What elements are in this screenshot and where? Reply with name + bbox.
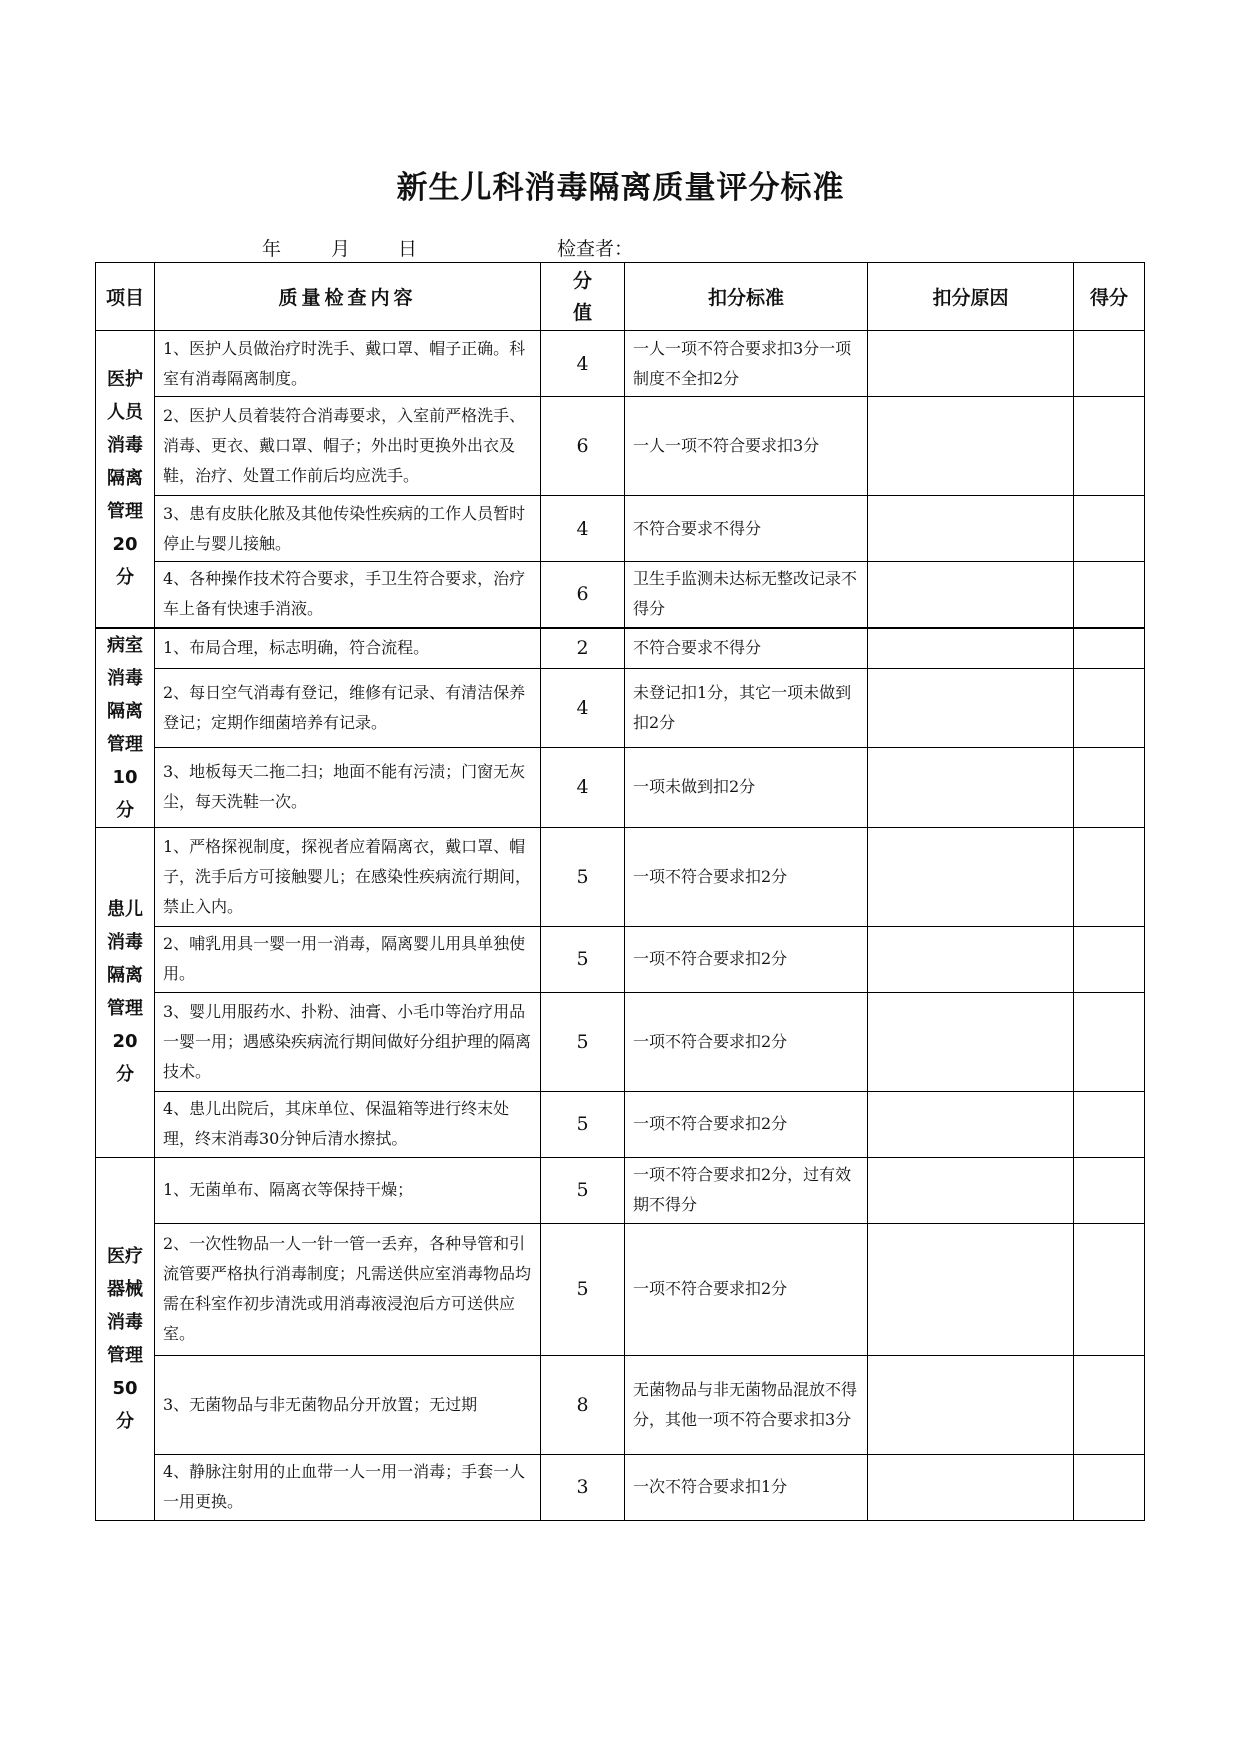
category-cell: 病室消毒隔离管理10分 <box>96 628 155 828</box>
inspector-label: 检查者： <box>557 238 634 260</box>
result-cell[interactable] <box>1074 1355 1145 1454</box>
reason-cell[interactable] <box>868 331 1074 397</box>
reason-cell[interactable] <box>868 1091 1074 1157</box>
result-cell[interactable] <box>1074 628 1145 669</box>
score-cell: 4 <box>541 496 625 562</box>
result-cell[interactable] <box>1074 992 1145 1091</box>
standard-cell: 一项不符合要求扣2分 <box>625 1223 868 1355</box>
standard-cell: 一项不符合要求扣2分 <box>625 926 868 992</box>
content-cell: 4、患儿出院后，其床单位、保温箱等进行终末处理，终末消毒30分钟后清水擦拭。 <box>155 1091 541 1157</box>
table-row <box>96 1157 1145 1223</box>
date-day-label: 日 <box>398 238 418 260</box>
score-cell: 8 <box>541 1355 625 1454</box>
score-cell: 5 <box>541 827 625 926</box>
reason-cell[interactable] <box>868 992 1074 1091</box>
reason-cell[interactable] <box>868 926 1074 992</box>
result-cell[interactable] <box>1074 1157 1145 1223</box>
result-cell[interactable] <box>1074 331 1145 397</box>
reason-cell[interactable] <box>868 668 1074 747</box>
header-score: 分值 <box>541 263 625 331</box>
table-row <box>96 1454 1145 1520</box>
header-reason: 扣分原因 <box>868 263 1074 331</box>
table-row <box>96 926 1145 992</box>
score-cell: 5 <box>541 1091 625 1157</box>
table-row <box>96 1355 1145 1454</box>
result-cell[interactable] <box>1074 397 1145 496</box>
category-cell: 患儿消毒隔离管理20分 <box>96 827 155 1157</box>
standard-cell: 一项不符合要求扣2分 <box>625 992 868 1091</box>
standard-cell: 不符合要求不得分 <box>625 628 868 669</box>
score-cell: 3 <box>541 1454 625 1520</box>
header-standard: 扣分标准 <box>625 263 868 331</box>
reason-cell[interactable] <box>868 496 1074 562</box>
score-cell: 6 <box>541 562 625 628</box>
content-cell: 3、地板每天二拖二扫；地面不能有污渍；门窗无灰尘，每天洗鞋一次。 <box>155 748 541 827</box>
reason-cell[interactable] <box>868 827 1074 926</box>
header-item: 项目 <box>96 263 155 331</box>
result-cell[interactable] <box>1074 496 1145 562</box>
reason-cell[interactable] <box>868 628 1074 669</box>
standard-cell: 无菌物品与非无菌物品混放不得分，其他一项不符合要求扣3分 <box>625 1355 868 1454</box>
standard-cell: 未登记扣1分，其它一项未做到扣2分 <box>625 668 868 747</box>
content-cell: 3、婴儿用服药水、扑粉、油膏、小毛巾等治疗用品一婴一用；遇感染疾病流行期间做好分组护理的隔离技术。 <box>155 992 541 1091</box>
content-cell: 2、一次性物品一人一针一管一丢弃，各种导管和引流管要严格执行消毒制度；凡需送供应室消毒物品均需在科室作初步清洗或用消毒液浸泡后方可送供应室。 <box>155 1223 541 1355</box>
result-cell[interactable] <box>1074 668 1145 747</box>
reason-cell[interactable] <box>868 562 1074 628</box>
score-cell: 4 <box>541 331 625 397</box>
standard-cell: 卫生手监测未达标无整改记录不得分 <box>625 562 868 628</box>
score-cell: 5 <box>541 1157 625 1223</box>
category-cell: 医护人员消毒隔离管理20分 <box>96 331 155 628</box>
score-cell: 4 <box>541 748 625 827</box>
header-content: 质量检查内容 <box>155 263 541 331</box>
content-cell: 1、严格探视制度，探视者应着隔离衣，戴口罩、帽子，洗手后方可接触婴儿；在感染性疾病流行期间，禁止入内。 <box>155 827 541 926</box>
content-cell: 3、患有皮肤化脓及其他传染性疾病的工作人员暂时停止与婴儿接触。 <box>155 496 541 562</box>
content-cell: 1、无菌单布、隔离衣等保持干燥； <box>155 1157 541 1223</box>
table-row <box>96 496 1145 562</box>
standard-cell: 一项不符合要求扣2分，过有效期不得分 <box>625 1157 868 1223</box>
scoring-table <box>95 262 1145 1521</box>
standard-cell: 一人一项不符合要求扣3分一项制度不全扣2分 <box>625 331 868 397</box>
result-cell[interactable] <box>1074 926 1145 992</box>
content-cell: 4、各种操作技术符合要求，手卫生符合要求，治疗车上备有快速手消液。 <box>155 562 541 628</box>
standard-cell: 一项不符合要求扣2分 <box>625 827 868 926</box>
result-cell[interactable] <box>1074 1454 1145 1520</box>
date-year-label: 年 <box>262 238 282 260</box>
score-cell: 5 <box>541 992 625 1091</box>
table-row <box>96 562 1145 628</box>
result-cell[interactable] <box>1074 562 1145 628</box>
table-row <box>96 992 1145 1091</box>
table-row <box>96 397 1145 496</box>
standard-cell: 一项不符合要求扣2分 <box>625 1091 868 1157</box>
content-cell: 1、医护人员做治疗时洗手、戴口罩、帽子正确。科室有消毒隔离制度。 <box>155 331 541 397</box>
score-cell: 5 <box>541 1223 625 1355</box>
date-month-label: 月 <box>331 238 351 260</box>
table-row <box>96 331 1145 397</box>
result-cell[interactable] <box>1074 1091 1145 1157</box>
result-cell[interactable] <box>1074 748 1145 827</box>
score-cell: 4 <box>541 668 625 747</box>
table-row <box>96 628 1145 669</box>
reason-cell[interactable] <box>868 1454 1074 1520</box>
reason-cell[interactable] <box>868 748 1074 827</box>
category-cell: 医疗器械消毒管理50分 <box>96 1157 155 1520</box>
reason-cell[interactable] <box>868 397 1074 496</box>
content-cell: 2、哺乳用具一婴一用一消毒，隔离婴儿用具单独使用。 <box>155 926 541 992</box>
score-cell: 5 <box>541 926 625 992</box>
result-cell[interactable] <box>1074 1223 1145 1355</box>
table-row <box>96 1223 1145 1355</box>
header-result: 得分 <box>1074 263 1145 331</box>
score-cell: 2 <box>541 628 625 669</box>
content-cell: 2、医护人员着装符合消毒要求，入室前严格洗手、消毒、更衣、戴口罩、帽子；外出时更换外出衣及鞋，治疗、处置工作前后均应洗手。 <box>155 397 541 496</box>
standard-cell: 一次不符合要求扣1分 <box>625 1454 868 1520</box>
page-title: 新生儿科消毒隔离质量评分标准 <box>396 170 845 206</box>
standard-cell: 不符合要求不得分 <box>625 496 868 562</box>
table-row <box>96 668 1145 747</box>
content-cell: 2、每日空气消毒有登记，维修有记录、有清洁保养登记；定期作细菌培养有记录。 <box>155 668 541 747</box>
result-cell[interactable] <box>1074 827 1145 926</box>
table-row <box>96 1091 1145 1157</box>
score-cell: 6 <box>541 397 625 496</box>
table-row <box>96 748 1145 827</box>
reason-cell[interactable] <box>868 1223 1074 1355</box>
content-cell: 4、静脉注射用的止血带一人一用一消毒；手套一人一用更换。 <box>155 1454 541 1520</box>
standard-cell: 一项未做到扣2分 <box>625 748 868 827</box>
table-row <box>96 827 1145 926</box>
reason-cell[interactable] <box>868 1157 1074 1223</box>
content-cell: 1、布局合理，标志明确，符合流程。 <box>155 628 541 669</box>
reason-cell[interactable] <box>868 1355 1074 1454</box>
standard-cell: 一人一项不符合要求扣3分 <box>625 397 868 496</box>
content-cell: 3、无菌物品与非无菌物品分开放置；无过期 <box>155 1355 541 1454</box>
